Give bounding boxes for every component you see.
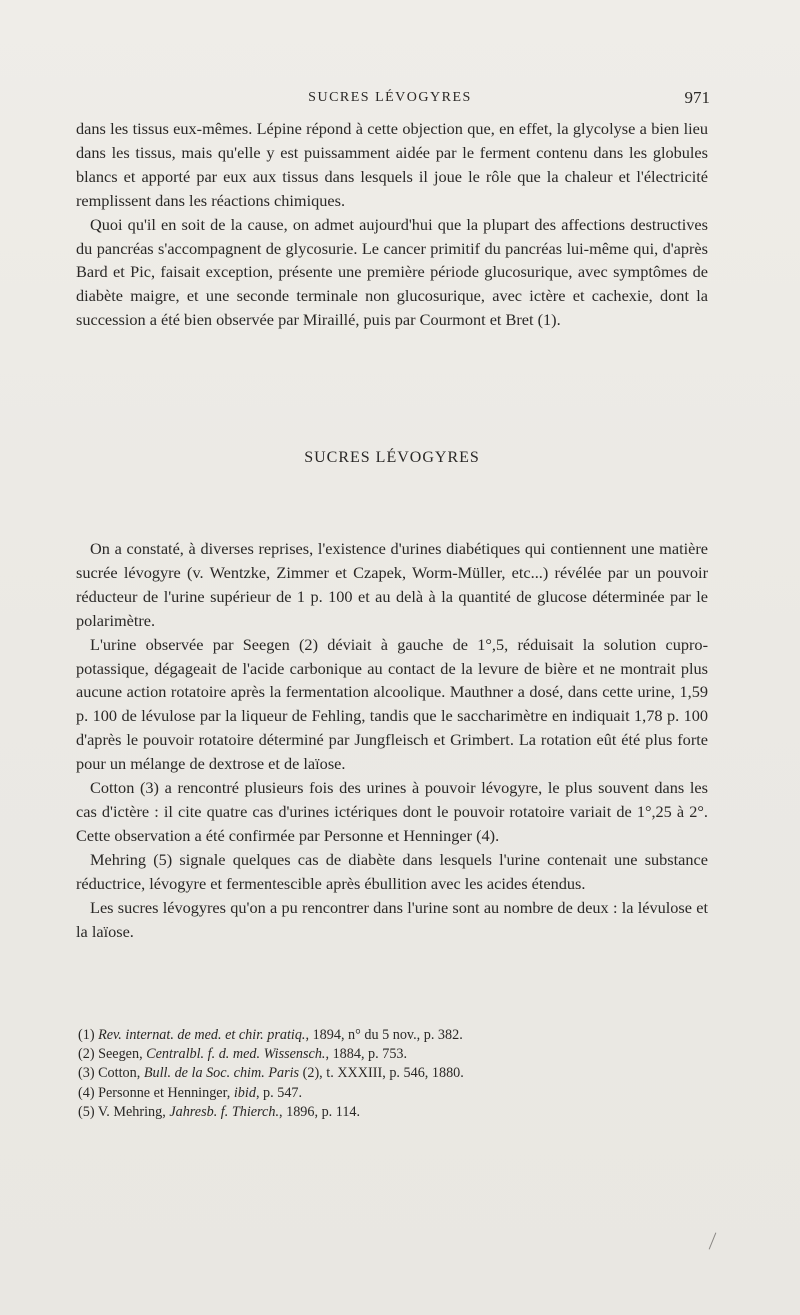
footnote-journal: Rev. internat. de med. et chir. pratiq. (98, 1027, 306, 1043)
continued-text (76, 117, 708, 332)
running-title: SUCRES LÉVOGYRES (308, 90, 472, 105)
paragraph: dans les tissus eux-mêmes. Lépine répond à cette objection que, en effet, la glycolyse a bien lieu dans les tissus, mais qu'elle y est puissamment aidée par le ferment contenu dans les globules blancs et apporté par eux aux tissus dans lesquels il joue le rôle que la chaleur et l'électricité remplissent dans les réactions chimiques. (76, 119, 708, 210)
footnote-journal: Jahresb. f. Thierch. (169, 1103, 279, 1120)
footnote-journal: Centralbl. f. d. med. Wissensch. (146, 1046, 326, 1063)
footnote-details: , 1884, p. 753. (325, 1046, 408, 1063)
paragraph: Mehring (5) signale quelques cas de diabète dans lesquels l'urine contenait une substance réductrice, lévogyre et fermentescible après ébullition avec les acides étendus. (76, 849, 708, 893)
footnote-details: , 1894, n° du 5 nov., p. 382. (305, 1027, 463, 1043)
paragraph: On a constaté, à diverses reprises, l'existence d'urines diabétiques qui contiennent une matière sucrée lévogyre (v. Wentzke, Zimmer et Czapek, Worm-Müller, etc...) révélée par un pouvoir réducteur de l'urine supérieur de 1 p. 100 et au delà à la quantité de glucose déterminée par le polarimètre. (76, 539, 708, 630)
footnote (78, 1045, 718, 1064)
footnote-number: (1) (78, 1027, 95, 1043)
footnote (78, 1064, 718, 1083)
page-number: 971 (684, 88, 710, 107)
section-heading: SUCRES LÉVOGYRES (304, 449, 480, 466)
footnotes (78, 1026, 718, 1122)
footnote-author: V. Mehring, (97, 1103, 170, 1120)
running-head (68, 88, 712, 110)
footnote-number: (4) (78, 1084, 95, 1101)
footnote-number: (2) (78, 1046, 95, 1063)
footnote (78, 1026, 718, 1045)
section-body (76, 537, 708, 943)
footnote (78, 1084, 718, 1103)
footnote-journal: Bull. de la Soc. chim. Paris (143, 1065, 300, 1082)
paragraph: Quoi qu'il en soit de la cause, on admet aujourd'hui que la plupart des affections destructives du pancréas s'accompagnent de glycosurie. Le cancer primitif du pancréas lui-même qui, d'après Bard et Pic, faisait exception, présente une première période glucosurique, avec symptômes de diabète maigre, et une seconde terminale non glucosurique, avec ictère et cachexie, dont la succession a été bien observée par Miraillé, puis par Courmont et Bret (1). (76, 214, 708, 330)
paragraph: Les sucres lévogyres qu'on a pu rencontrer dans l'urine sont au nombre de deux : la lévulose et la laïose. (76, 897, 708, 941)
scan-mark (709, 1232, 717, 1249)
paragraph: L'urine observée par Seegen (2) déviait à gauche de 1°,5, réduisait la solution cupro-potassique, dégageait de l'acide carbonique au contact de la levure de bière et ne montrait plus aucune action rotatoire après la fermentation alcoolique. Mauthner a dosé, dans cette urine, 1,59 p. 100 de lévulose par la liqueur de Fehling, tandis que le saccharimètre en indiquait 1,78 p. 100 d'après le pouvoir rotatoire déterminé par Jungfleisch et Grimbert. La rotation eût été plus forte pour un mélange de dextrose et de laïose. (76, 634, 708, 774)
footnote-details: , p. 547. (255, 1084, 303, 1101)
footnote (78, 1103, 718, 1122)
footnote-number: (3) (78, 1065, 95, 1082)
paragraph: Cotton (3) a rencontré plusieurs fois des urines à pouvoir lévogyre, le plus souvent dans les cas d'ictère : il cite quatre cas d'urines ictériques dont le pouvoir rotatoire variait de 1°,25 à 2°. Cette observation a été confirmée par Personne et Henninger (4). (76, 778, 708, 845)
footnote-author: Personne et Henninger, (98, 1084, 234, 1101)
footnote-details: (2), t. XXXIII, p. 546, 1880. (299, 1065, 464, 1082)
footnote-journal: ibid (233, 1084, 256, 1101)
footnote-number: (5) (78, 1103, 95, 1120)
footnote-author: Seegen, (98, 1046, 147, 1063)
footnote-author: Cotton, (98, 1065, 144, 1082)
footnote-details: , 1896, p. 114. (279, 1103, 361, 1120)
